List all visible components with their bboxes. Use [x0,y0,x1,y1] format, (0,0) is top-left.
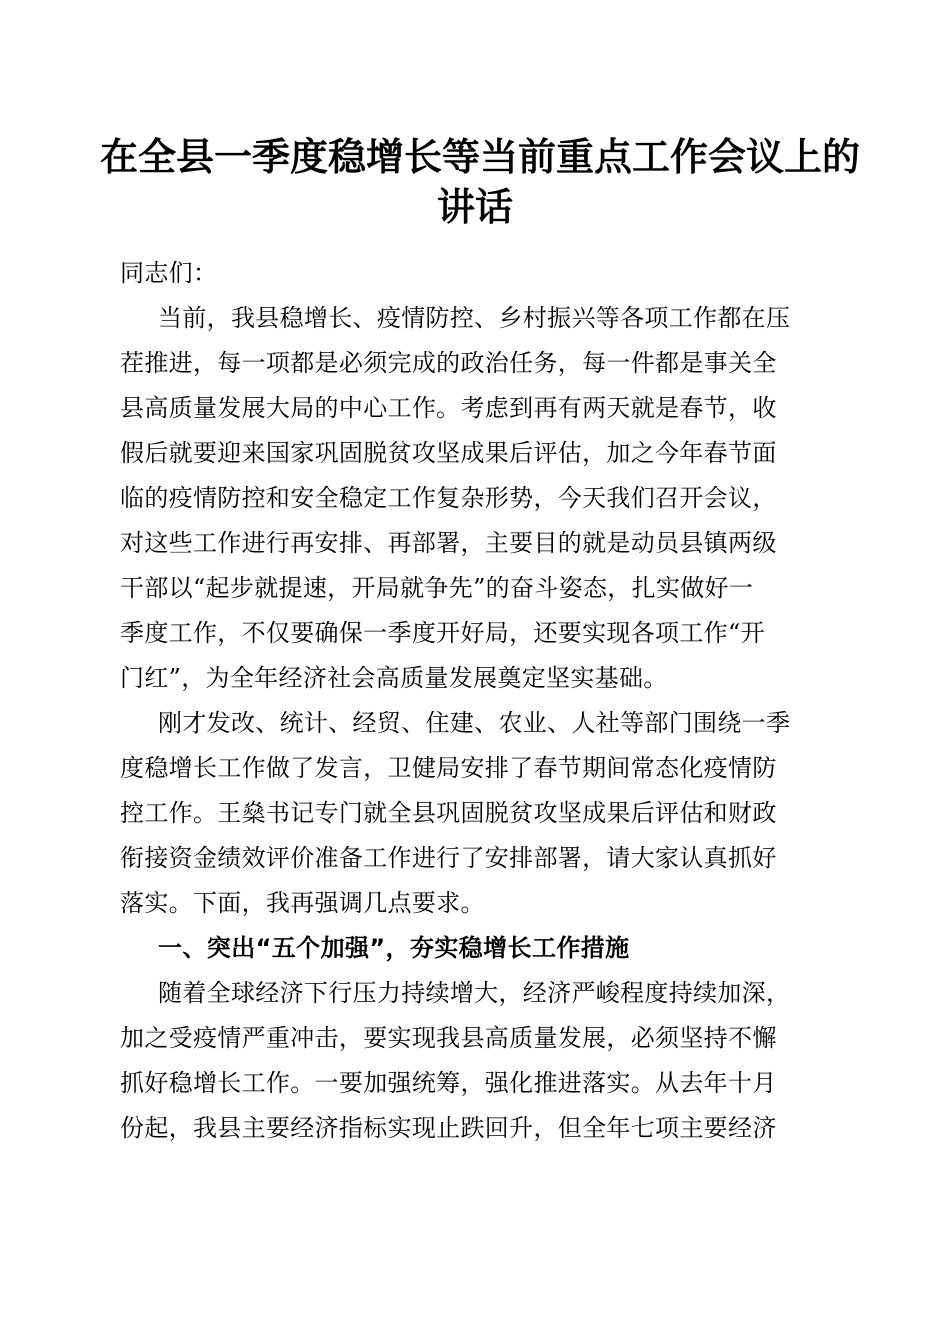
paragraph-line: 当前，我县稳增长、疫情防控、乡村振兴等各项工作都在压 [158,304,791,332]
paragraph-line: 干部以“起步就提速，开局就争先”的奋斗姿态，扎实做好一 [120,574,754,602]
title-line-1: 在全县一季度稳增长等当前重点工作会议上的 [100,134,861,179]
paragraph-line: 度稳增长工作做了发言，卫健局安排了春节期间常态化疫情防 [120,754,777,782]
paragraph-line: 衔接资金绩效评价准备工作进行了安排部署，请大家认真抓好 [120,844,777,872]
document-title [100,132,861,232]
section-heading-1: 一、突出“五个加强”，夯实稳增长工作措施 [158,934,630,962]
title-line-2: 讲话 [436,184,513,229]
paragraph-line: 抓好稳增长工作。一要加强统筹，强化推进落实。从去年十月 [120,1069,777,1097]
paragraph-line: 县高质量发展大局的中心工作。考虑到再有两天就是春节，收 [120,394,777,422]
paragraph-line: 刚才发改、统计、经贸、住建、农业、人社等部门围绕一季 [158,709,791,737]
paragraph-line: 落实。下面，我再强调几点要求。 [120,889,485,917]
paragraph-line: 季度工作，不仅要确保一季度开好局，还要实现各项工作“开 [120,619,765,647]
paragraph-line: 控工作。王燊书记专门就全县巩固脱贫攻坚成果后评估和财政 [120,799,777,827]
paragraph-line: 对这些工作进行再安排、再部署，主要目的就是动员县镇两级 [120,529,777,557]
paragraph-line: 份起，我县主要经济指标实现止跌回升，但全年七项主要经济 [120,1114,777,1142]
greeting: 同志们： [120,259,218,287]
paragraph-1 [120,296,828,701]
paragraph-line: 门红”，为全年经济社会高质量发展奠定坚实基础。 [120,664,668,692]
paragraph-line: 随着全球经济下行压力持续增大，经济严峻程度持续加深， [158,979,791,1007]
paragraph-2 [120,701,828,926]
paragraph-line: 假后就要迎来国家巩固脱贫攻坚成果后评估，加之今年春节面 [120,439,777,467]
document-body [120,251,828,1151]
paragraph-line: 加之受疫情严重冲击，要实现我县高质量发展，必须坚持不懈 [120,1024,777,1052]
paragraph-line: 茬推进，每一项都是必须完成的政治任务，每一件都是事关全 [120,349,777,377]
paragraph-line: 临的疫情防控和安全稳定工作复杂形势，今天我们召开会议， [120,484,777,512]
paragraph-3 [120,971,828,1151]
